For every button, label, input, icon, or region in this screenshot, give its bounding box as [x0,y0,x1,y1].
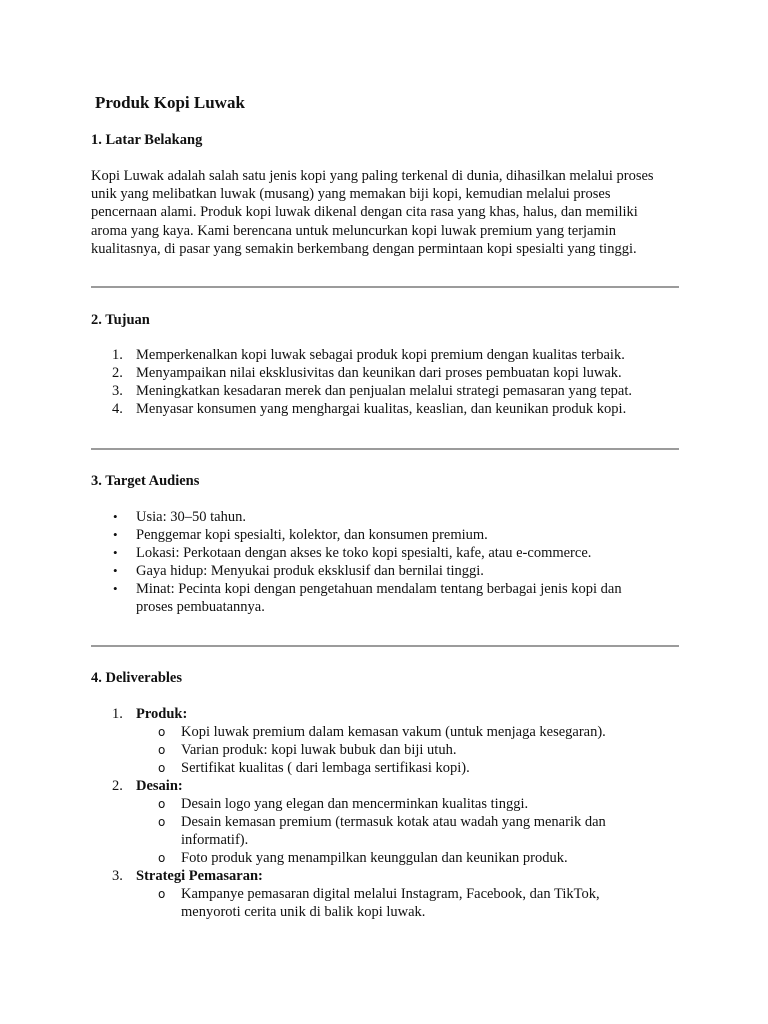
list-number: 1. [112,347,123,363]
list-number: 1. [112,706,123,722]
target-audiens-list [91,508,681,616]
deliverable-sublist [136,723,681,777]
section-divider [91,645,679,647]
list-item [91,580,681,616]
tujuan-list [91,346,681,418]
list-item-text: Memperkenalkan kopi luwak sebagai produk kopi premium dengan kualitas terbaik. [136,347,625,363]
circle-bullet-icon: o [158,815,166,829]
sublist-item [136,741,681,759]
bullet-icon: • [113,527,118,542]
document-title: Produk Kopi Luwak [95,93,245,112]
deliverable-label: Produk: [136,706,188,722]
list-item [91,400,681,418]
circle-bullet-icon: o [158,743,166,757]
sublist-item-text-continued: informatif). [181,832,249,848]
list-number: 3. [112,868,123,884]
paragraph-line: pencernaan alami. Produk kopi luwak dikenal dengan cita rasa yang khas, halus, dan memiliki [91,204,638,221]
section-heading-tujuan: 2. Tujuan [91,312,150,328]
list-item-text: Gaya hidup: Menyukai produk eksklusif dan bernilai tinggi. [136,563,484,579]
sublist-item-text: Sertifikat kualitas ( dari lembaga sertifikasi kopi). [181,760,470,776]
sublist-item-text: Foto produk yang menampilkan keunggulan dan keunikan produk. [181,850,568,866]
list-number: 4. [112,401,123,417]
paragraph-line: kualitasnya, di pasar yang semakin berkembang dengan permintaan kopi spesialti yang tinggi. [91,240,637,257]
list-item-text: Lokasi: Perkotaan dengan akses ke toko kopi spesialti, kafe, atau e-commerce. [136,545,592,561]
deliverables-list [91,705,681,921]
list-number: 3. [112,383,123,399]
list-item [91,705,681,777]
paragraph-line: Kopi Luwak adalah salah satu jenis kopi yang paling terkenal di dunia, dihasilkan melalui proses [91,168,654,184]
deliverable-label: Strategi Pemasaran: [136,868,263,884]
list-item [91,526,681,544]
sublist-item-text: Desain kemasan premium (termasuk kotak atau wadah yang menarik dan [181,814,606,830]
deliverable-sublist [136,795,681,867]
list-item [91,346,681,364]
section-heading-latar-belakang: 1. Latar Belakang [91,132,203,148]
section-divider [91,448,679,450]
sublist-item [136,885,681,921]
list-item-text: Menyampaikan nilai eksklusivitas dan keunikan dari proses pembuatan kopi luwak. [136,365,622,381]
list-item-text: Menyasar konsumen yang menghargai kualitas, keaslian, dan keunikan produk kopi. [136,401,627,417]
list-item-text: Usia: 30–50 tahun. [136,509,246,525]
list-item-text: Meningkatkan kesadaran merek dan penjualan melalui strategi pemasaran yang tepat. [136,383,633,399]
list-item [91,544,681,562]
deliverable-sublist [136,885,681,921]
sublist-item [136,795,681,813]
list-item-text: Penggemar kopi spesialti, kolektor, dan konsumen premium. [136,527,488,543]
circle-bullet-icon: o [158,797,166,811]
sublist-item-text: Desain logo yang elegan dan mencerminkan kualitas tinggi. [181,796,529,812]
list-item [91,382,681,400]
sublist-item [136,759,681,777]
sublist-item-text-continued: menyoroti cerita unik di balik kopi luwak. [181,904,426,920]
section-heading-target-audiens: 3. Target Audiens [91,473,200,489]
section-divider [91,286,679,288]
paragraph-line: unik yang melibatkan luwak (musang) yang memakan biji kopi, kemudian melalui proses [91,186,611,203]
sublist-item [136,723,681,741]
list-number: 2. [112,365,123,381]
bullet-icon: • [113,509,118,524]
circle-bullet-icon: o [158,725,166,739]
bullet-icon: • [113,563,118,578]
list-item-text: Minat: Pecinta kopi dengan pengetahuan mendalam tentang berbagai jenis kopi dan [136,581,622,597]
list-item-text-continued: proses pembuatannya. [136,599,265,615]
section-heading-deliverables: 4. Deliverables [91,670,183,686]
bullet-icon: • [113,545,118,560]
list-item [91,562,681,580]
sublist-item-text: Varian produk: kopi luwak bubuk dan biji utuh. [181,742,457,758]
circle-bullet-icon: o [158,887,166,901]
circle-bullet-icon: o [158,851,166,865]
sublist-item-text: Kampanye pemasaran digital melalui Instagram, Facebook, dan TikTok, [181,886,600,902]
list-item [91,867,681,921]
bullet-icon: • [113,581,118,596]
sublist-item [136,813,681,849]
sublist-item [136,849,681,867]
list-number: 2. [112,778,123,794]
deliverable-label: Desain: [136,778,183,794]
paragraph-line: aroma yang kaya. Kami berencana untuk meluncurkan kopi luwak premium yang terjamin [91,222,617,239]
list-item [91,508,681,526]
latar-belakang-paragraph [91,167,681,258]
list-item [91,777,681,867]
list-item [91,364,681,382]
sublist-item-text: Kopi luwak premium dalam kemasan vakum (untuk menjaga kesegaran). [181,724,606,740]
circle-bullet-icon: o [158,761,166,775]
